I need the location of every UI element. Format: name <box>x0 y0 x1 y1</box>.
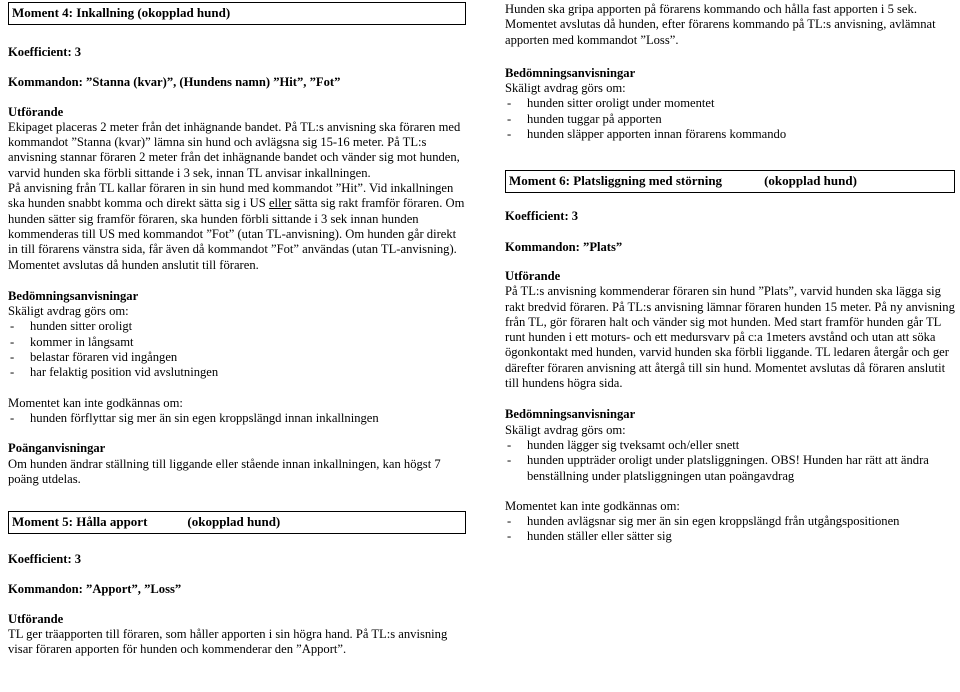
moment-4-commands: Kommandon: ”Stanna (kvar)”, (Hundens namn) ”Hit”, ”Fot” <box>8 75 341 90</box>
moment-5-continued-text: Hunden ska gripa apporten på förarens kommando och hålla fast apporten i 5 sek. Momentet avslutas då hunden, efter förarens kommando på TL:s anvisning, avlämnat apporten med kommandot ”Loss”. <box>505 2 936 47</box>
moment-6-coefficient: Koefficient: 3 <box>505 209 579 224</box>
moment-5-coefficient: Koefficient: 3 <box>8 552 82 567</box>
moment-5-utforande-heading: Utförande <box>8 611 64 626</box>
list-item: - belastar föraren vid ingången <box>8 350 466 365</box>
list-item: - hunden sitter oroligt <box>8 319 466 334</box>
right-column <box>505 0 955 545</box>
moment-6-ej-godkant-intro: Momentet kan inte godkännas om: <box>505 498 680 513</box>
moment-4-utforande-text-1: Ekipaget placeras 2 meter från det inhägnande bandet. På TL:s anvisning ska föraren med kommandot ”Stanna (kvar)” lämna sin hund och avlägsna sig 15-16 meter. På TL:s anvisning stannar föraren 2 meter från det inhägnande bandet och vänder sig mot hunden, varvid hunden ska förbli sittande i 3 sek, innan TL anvisar inkallningen. <box>8 119 461 180</box>
moment-4-poang-text: Om hunden ändrar ställning till liggande eller stående innan inkallningen, kan högst 7 poäng utdelas. <box>8 456 441 486</box>
list-item: - kommer in långsamt <box>8 335 466 350</box>
moment-6-utforande-text: På TL:s anvisning kommenderar föraren sin hund ”Plats”, varvid hunden ska lägga sig rakt bredvid föraren. På TL:s anvisning lämnar föraren hunden 15 meter. På ny anvisning från TL, gör föraren halt och vänder sig mot hunden. Med start framför hunden går TL runt hunden i ett moturs- och ett medursvarv på c:a 1meters avstånd och utan att söka ögonkontakt med hunden, varvid hunden ska förbli liggande. TL ledaren återgår och ger därefter föraren anvisning att återgå till sin hund. Momentet avslutas då föraren anslutit till hundens högra sida. <box>505 284 955 391</box>
list-item: - hunden sitter oroligt under momentet <box>505 96 955 111</box>
moment-5-bedomning-heading: Bedömningsanvisningar <box>505 65 636 80</box>
moment-4-title: Moment 4: Inkallning (okopplad hund) <box>8 2 466 25</box>
list-item: - hunden ställer eller sätter sig <box>505 529 955 544</box>
moment-4-coefficient: Koefficient: 3 <box>8 45 82 59</box>
underlined-eller: eller <box>268 196 292 211</box>
left-column <box>8 0 466 658</box>
list-item: - hunden tuggar på apporten <box>505 112 955 127</box>
list-item: - har felaktig position vid avslutningen <box>8 365 466 380</box>
moment-5-title: Moment 5: Hålla apport (okopplad hund) <box>8 511 466 534</box>
moment-4-bedomning-heading: Bedömningsanvisningar <box>8 288 139 303</box>
list-item: - hunden släpper apporten innan förarens kommando <box>505 127 955 142</box>
moment-4-utforande-heading: Utförande <box>8 104 64 119</box>
moment-4-poang-heading: Poänganvisningar <box>8 441 106 456</box>
moment-6-ej-godkant-list <box>505 514 955 545</box>
list-item: - hunden förflyttar sig mer än sin egen kroppslängd innan inkallningen <box>8 411 466 426</box>
list-item: - hunden avlägsnar sig mer än sin egen kroppslängd från utgångspositionen <box>505 514 955 529</box>
moment-4-ej-godkant-list <box>8 411 466 426</box>
moment-5-commands: Kommandon: ”Apport”, ”Loss” <box>8 582 182 597</box>
moment-4-ej-godkant-intro: Momentet kan inte godkännas om: <box>8 395 183 410</box>
moment-5-bedomning-list <box>505 96 955 142</box>
list-item: - hunden lägger sig tveksamt och/eller snett <box>505 438 955 453</box>
moment-4-bedomning-intro: Skäligt avdrag görs om: <box>8 304 129 319</box>
moment-4-bedomning-list <box>8 319 466 380</box>
moment-4-utforande-text-2: På anvisning från TL kallar föraren in sin hund med kommandot ”Hit”. Vid inkallningen ska hunden snabbt komma och direkt sätta sig i US eller sätta sig rakt framför föraren. Om hunden sätter sig framför föraren, ska hunden förbli sittande i 3 sek innan hunden kommenderas till US med kommandot ”Fot” (utan TL-anvisning). Om hunden går direkt in till förarens vänstra sida, får även då kommandot ”Fot” användas (utan TL-anvisning). Momentet avslutas då hunden anslutit till föraren. <box>8 181 465 272</box>
moment-5-utforande-text: TL ger träapporten till föraren, som håller apporten i sin högra hand. På TL:s anvisning visar föraren apporten för hunden och kommenderar den ”Apport”. <box>8 627 448 657</box>
moment-5-bedomning-intro: Skäligt avdrag görs om: <box>505 81 626 96</box>
moment-6-commands: Kommandon: ”Plats” <box>505 239 623 254</box>
moment-6-bedomning-intro: Skäligt avdrag görs om: <box>505 422 626 437</box>
moment-6-bedomning-list <box>505 438 955 484</box>
moment-6-utforande-heading: Utförande <box>505 268 561 283</box>
list-item: - hunden uppträder oroligt under platsliggningen. OBS! Hunden har rätt att ändra benställning under platsliggningen utan poängavdrag <box>505 453 955 484</box>
moment-6-bedomning-heading: Bedömningsanvisningar <box>505 407 636 422</box>
moment-6-title: Moment 6: Platsliggning med störning (okopplad hund) <box>505 170 955 193</box>
